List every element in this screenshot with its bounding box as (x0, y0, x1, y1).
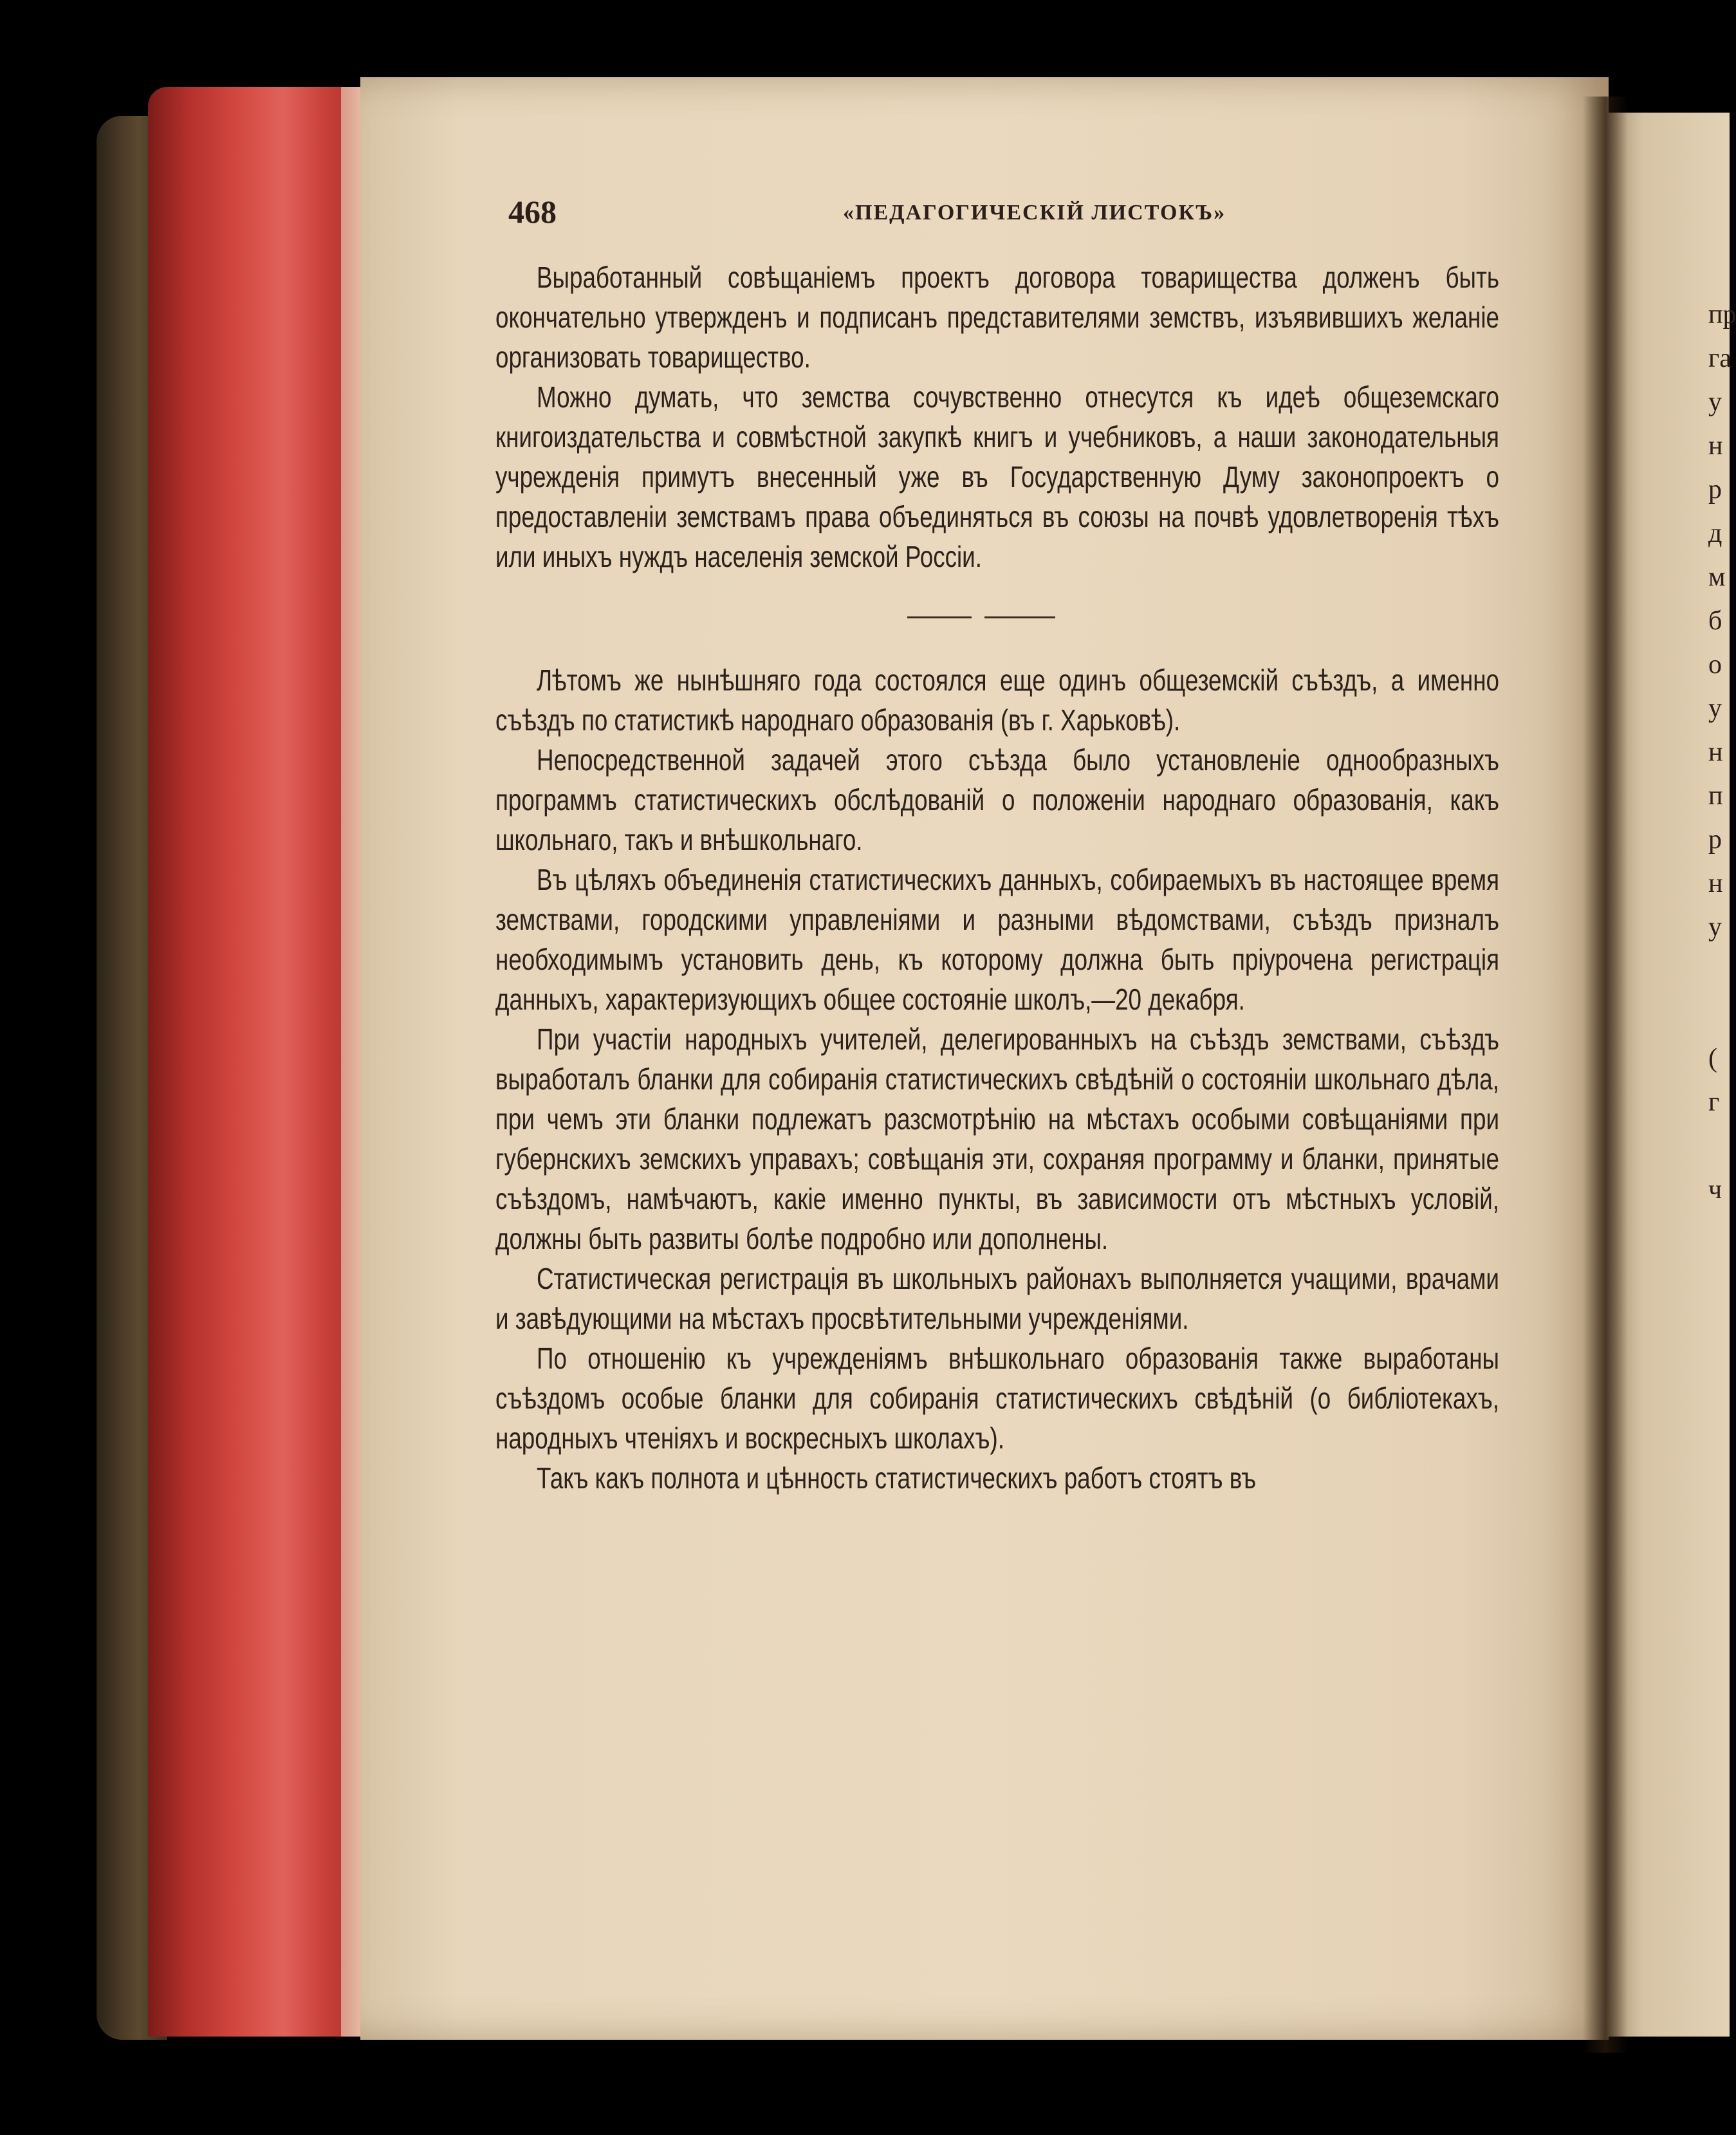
paragraph: По отношенію къ учрежденіямъ внѣшкольнаго образованія также выработаны съѣздомъ особые бланки для собиранія статистическихъ свѣдѣній (о библіотекахъ, народныхъ чтеніяхъ и воскресныхъ школахъ). (495, 1342, 1499, 1455)
facing-page-fragment: м (1708, 562, 1726, 592)
facing-page-fragment: ( (1708, 1044, 1717, 1073)
facing-page-fragment: г (1708, 1087, 1720, 1117)
paragraph: Выработанный совѣщаніемъ проектъ договора товарищества долженъ быть окончательно утвержденъ и подписанъ представителями земствъ, изъявившихъ желаніе организовать товарищество. (495, 261, 1499, 374)
facing-page-text (1708, 293, 1734, 1212)
body-text (495, 257, 1499, 1498)
facing-page-fragment: д (1708, 519, 1722, 548)
separator-rule (907, 616, 972, 618)
facing-page-fragment: р (1708, 475, 1722, 504)
paragraph: Статистическая регистрація въ школьныхъ районахъ выполняется учащими, врачами и завѣдующими на мѣстахъ просвѣтительными учрежденіями. (495, 1262, 1499, 1335)
page-block-red-edge (148, 87, 367, 2037)
facing-page-fragment: пр (1708, 300, 1736, 329)
page-gutter (1583, 97, 1628, 2053)
page-number: 468 (508, 194, 557, 230)
facing-page-fragment: у (1708, 694, 1722, 723)
facing-page-fragment: у (1708, 387, 1722, 417)
facing-page-fragment: га (1708, 344, 1731, 373)
facing-page-fragment (1708, 1124, 1734, 1168)
facing-page-fragment (1708, 993, 1734, 1037)
paragraph: Такъ какъ полнота и цѣнность статистическихъ работъ стоятъ въ (537, 1461, 1257, 1495)
facing-page-fragment: ч (1708, 1175, 1722, 1205)
paragraph: Можно думать, что земства сочувственно отнесутся къ идеѣ общеземскаго книгоиздательства и совмѣстной закупкѣ книгъ и учебниковъ, а наши законодательныя учрежденія примутъ внесенный уже въ Государственную Думу законопроектъ о предоставленіи земствамъ права объединяться въ союзы на почвѣ удовлетворенія тѣхъ или иныхъ нуждъ населенія земской Россіи. (495, 380, 1499, 573)
facing-page-fragment: у (1708, 912, 1722, 942)
paragraph: Лѣтомъ же нынѣшняго года состоялся еще одинъ общеземскій съѣздъ, а именно съѣздъ по статистикѣ народнаго образованія (въ г. Харьковѣ). (495, 663, 1499, 737)
paragraph: При участіи народныхъ учителей, делегированныхъ на съѣздъ земствами, съѣздъ выработалъ бланки для собиранія статистическихъ свѣдѣній о состояніи школьнаго дѣла, при чемъ эти бланки подлежатъ разсмотрѣнію на мѣстахъ особыми совѣщаніями при губернскихъ земскихъ управахъ; совѣщанія эти, сохраняя программу и бланки, принятые съѣздомъ, намѣчаютъ, какіе именно пункты, въ зависимости отъ мѣстныхъ условій, должны быть развиты болѣе подробно или дополнены. (495, 1022, 1499, 1255)
facing-page-fragment: н (1708, 737, 1723, 767)
running-title: «ПЕДАГОГИЧЕСКІЙ ЛИСТОКЪ» (843, 201, 1226, 225)
paragraph: Непосредственной задачей этого съѣзда было установленіе однообразныхъ программъ статистическихъ обслѣдованій о положеніи народнаго образованія, какъ школьнаго, такъ и внѣшкольнаго. (495, 743, 1499, 856)
facing-page-fragment: н (1708, 431, 1723, 461)
facing-page-fragment: п (1708, 781, 1723, 811)
facing-page-fragment: р (1708, 825, 1722, 855)
paragraph: Въ цѣляхъ объединенія статистическихъ данныхъ, собираемыхъ въ настоящее время земствами, городскими управленіями и разными вѣдомствами, съѣздъ призналъ необходимымъ установить день, къ которому должна быть пріурочена регистрація данныхъ, характеризующихъ общее состояніе школъ,—20 декабря. (495, 863, 1499, 1016)
facing-page-fragment: б (1708, 606, 1722, 636)
page-header (508, 193, 1486, 238)
facing-page-fragment: о (1708, 650, 1722, 679)
facing-page-fragment (1708, 949, 1734, 993)
separator-rule (984, 616, 1055, 618)
facing-page-fragment: н (1708, 869, 1723, 898)
section-separator (495, 577, 1499, 660)
